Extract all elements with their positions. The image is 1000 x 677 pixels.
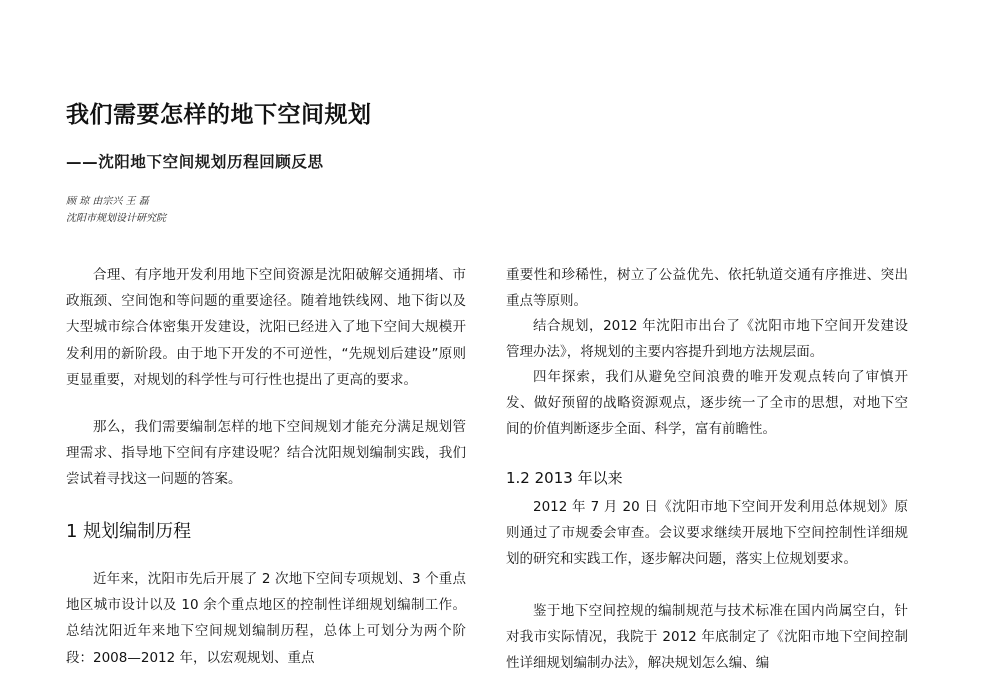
- section-heading-1: 1 规划编制历程: [66, 521, 192, 542]
- right-paragraph-1: 重要性和珍稀性，树立了公益优先、依托轨道交通有序推进、突出重点等原则。: [506, 267, 908, 310]
- left-paragraph-1: 合理、有序地开发利用地下空间资源是沈阳破解交通拥堵、市政瓶颈、空间饱和等问题的重要途径。随着地铁线网、地下街以及大型城市综合体密集开发建设，沈阳已经进入了地下空间大规模开发利用的新阶段。由于地下开发的不可逆性，“先规划后建设”原则更显重要，对规划的科学性与可行性也提出了更高的要求。: [66, 267, 466, 388]
- article-subtitle: ——沈阳地下空间规划历程回顾反思: [66, 153, 324, 171]
- right-paragraph-5: 鉴于地下空间控规的编制规范与技术标准在国内尚属空白，针对我市实际情况，我院于 2012 年底制定了《沈阳市地下空间控制性详细规划编制办法》，解决规划怎么编、编: [506, 603, 908, 672]
- article-title: 我们需要怎样的地下空间规划: [66, 102, 372, 128]
- right-paragraph-2: 结合规划，2012 年沈阳市出台了《沈阳市地下空间开发建设管理办法》，将规划的主要内容提升到地方法规层面。: [506, 318, 908, 361]
- right-paragraph-4: 2012 年 7 月 20 日《沈阳市地下空间开发利用总体规划》原则通过了市规委会审查。会议要求继续开展地下空间控制性详细规划的研究和实践工作，逐步解决问题，落实上位规划要求。: [506, 499, 908, 568]
- section-heading-1-2: 1.2 2013 年以来: [506, 469, 623, 487]
- right-paragraph-3: 四年探索，我们从避免空间浪费的唯开发观点转向了审慎开发、做好预留的战略资源观点，逐步统一了全市的思想，对地下空间的价值判断逐步全面、科学，富有前瞻性。: [506, 369, 908, 438]
- left-paragraph-2: 那么，我们需要编制怎样的地下空间规划才能充分满足规划管理需求、指导地下空间有序建设呢？结合沈阳规划编制实践，我们尝试着寻找这一问题的答案。: [66, 419, 466, 488]
- affiliation: 沈阳市规划设计研究院: [66, 213, 166, 224]
- authors: 顾 琼 由宗兴 王 磊: [66, 196, 149, 207]
- left-paragraph-3: 近年来，沈阳市先后开展了 2 次地下空间专项规划、3 个重点地区城市设计以及 10 余个重点地区的控制性详细规划编制工作。总结沈阳近年来地下空间规划编制历程，总体上可划分为两个阶段：2008—2012 年，以宏观规划、重点: [66, 571, 466, 666]
